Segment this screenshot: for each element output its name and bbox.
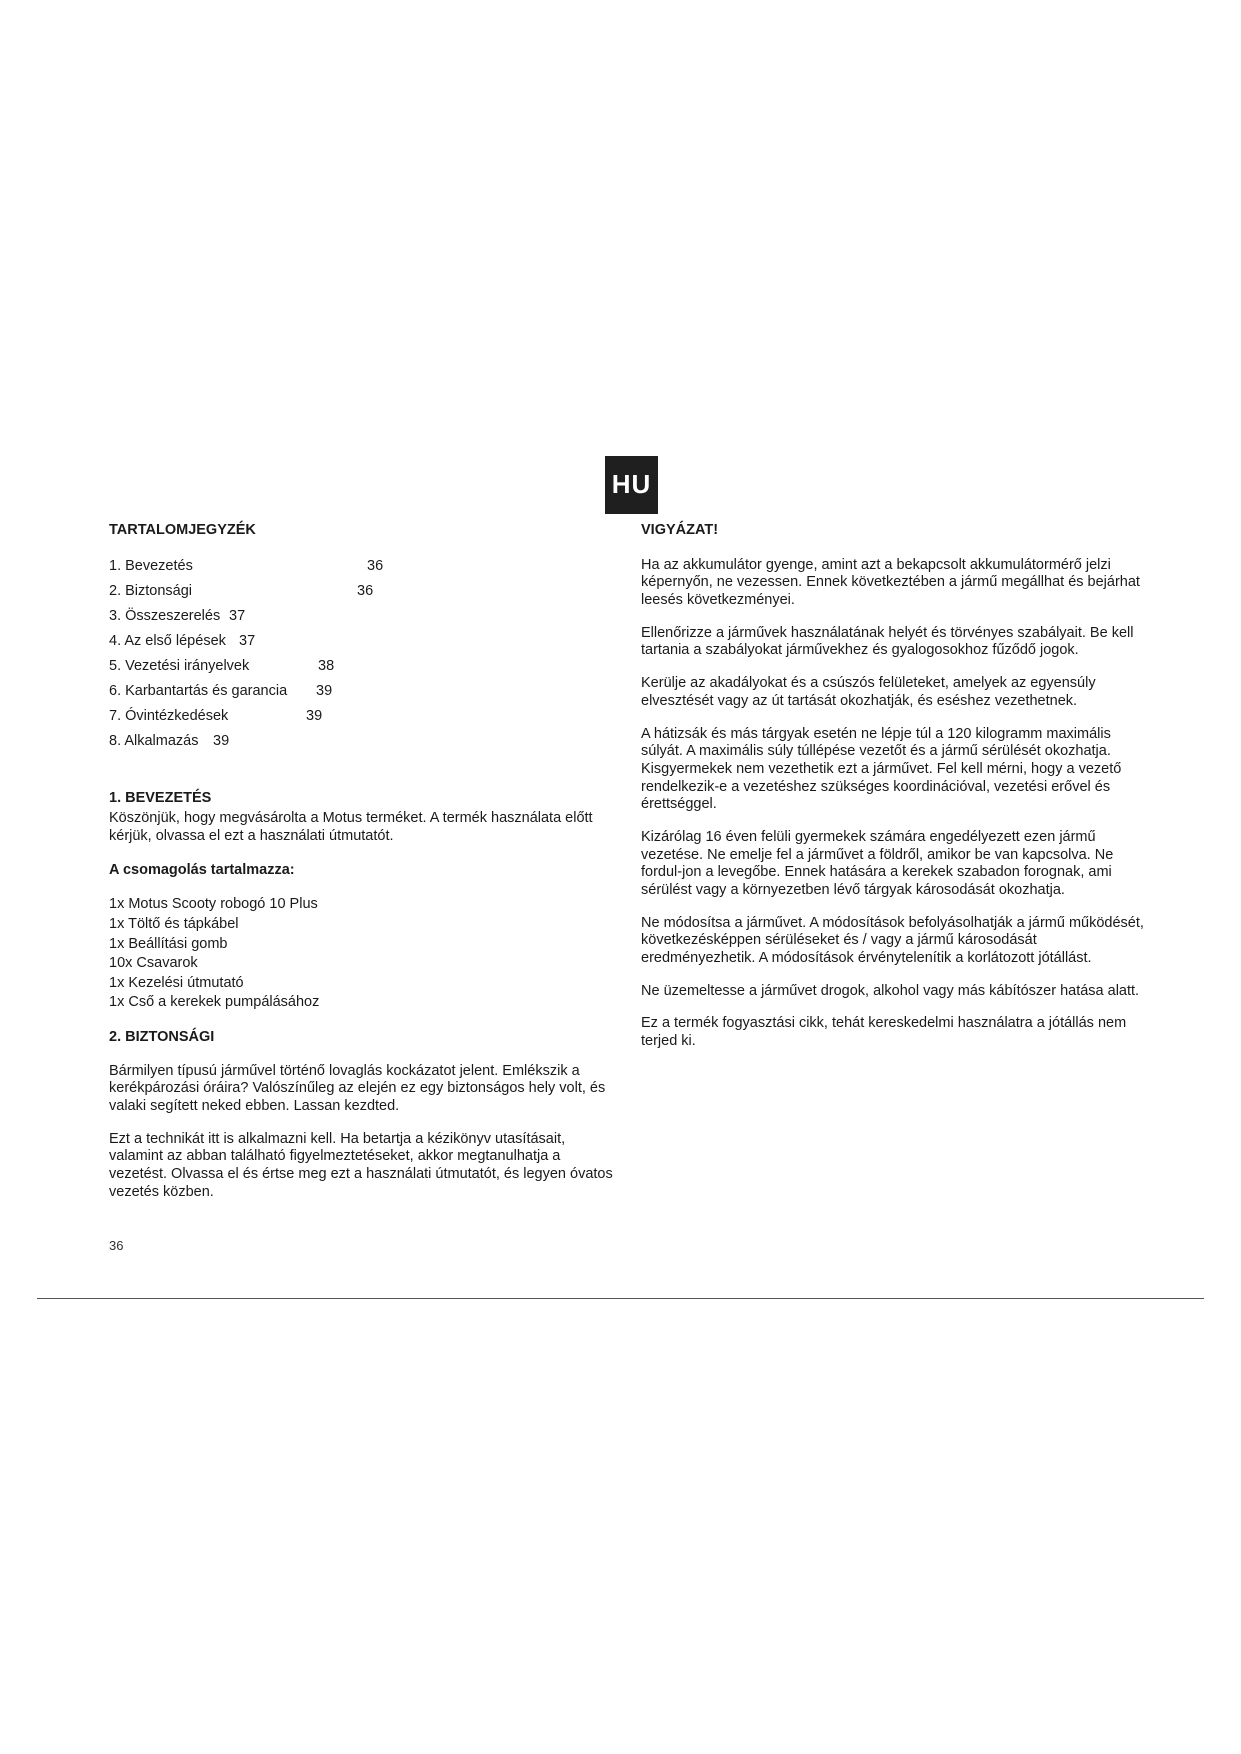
package-list xyxy=(109,895,619,1013)
toc-item-page: 36 xyxy=(357,582,374,599)
safety-paragraph: Bármilyen típusú járművel történő lovaglás kockázatot jelent. Emlékszik a kerékpározási óráira? Valószínűleg az elején ez egy biztonságos hely volt, és valaki segített neked ebben. Lassan kezdted. xyxy=(109,1062,606,1115)
toc-item xyxy=(109,706,619,731)
toc-title: TARTALOMJEGYZÉK xyxy=(109,522,256,538)
toc-item-page: 36 xyxy=(367,557,384,574)
warning-paragraph: Kizárólag 16 éven felüli gyermekek számára engedélyezett ezen jármű vezetése. Ne emelje fel a járművet a földről, amikor be van kapcsolva. Ne fordul-jon a levegőbe. Ennek hatására a kerekek szabadon forognak, ami sérülést vagy a környezetben lévő tárgyak károsodását okozhatja. xyxy=(641,828,1114,898)
warning-paragraph: Ha az akkumulátor gyenge, amint azt a bekapcsolt akkumulátormérő jelzi képernyőn, ne vezessen. Ennek következtében a jármű megállhat és bejárhat leesés következményei. xyxy=(641,556,1140,609)
safety-heading: 2. BIZTONSÁGI xyxy=(109,1029,215,1045)
warning-paragraph: Ne módosítsa a járművet. A módosítások befolyásolhatják a jármű működését, következésképpen sérüléseket és / vagy a jármű károsodását eredményezhetik. A módosítások érvénytelenítik a korlátozott jótállást. xyxy=(641,914,1144,967)
toc-item xyxy=(109,606,619,631)
toc-item-page: 39 xyxy=(306,707,323,724)
toc-item-label: 1. Bevezetés xyxy=(109,557,193,574)
toc-item-page: 39 xyxy=(213,732,230,749)
warning-heading: VIGYÁZAT! xyxy=(641,522,719,538)
toc-item xyxy=(109,631,619,656)
page-number: 36 xyxy=(109,1238,124,1253)
toc-item-label: 6. Karbantartás és garancia xyxy=(109,682,288,699)
language-badge: HU xyxy=(605,456,658,514)
left-column xyxy=(109,522,619,1202)
package-item: 1x Beállítási gomb xyxy=(109,935,228,952)
toc-item-label: 4. Az első lépések xyxy=(109,632,226,649)
toc-item xyxy=(109,681,619,706)
intro-text: Köszönjük, hogy megvásárolta a Motus terméket. A termék használata előtt kérjük, olvassa el ezt a használati útmutatót. xyxy=(109,810,593,845)
warning-paragraph: Kerülje az akadályokat és a csúszós felületeket, amelyek az egyensúly elvesztését vagy az út tartását okozhatják, és eséshez vezethetnek. xyxy=(641,675,1096,709)
intro-heading: 1. BEVEZETÉS xyxy=(109,789,212,806)
package-item: 1x Töltő és tápkábel xyxy=(109,916,239,933)
warning-paragraph: A hátizsák és más tárgyak esetén ne lépje túl a 120 kilogramm maximális súlyát. A maximális súly túllépése vezetőt és a jármű sérülését okozhatja. Kisgyermekek nem vezethetik ezt a járművet. Fel kell mérni, hogy a vezető rendelkezik-e a vezetéshez szükséges koordinációval, vezetési erővel és érettséggel. xyxy=(641,725,1122,813)
package-item: 1x Cső a kerekek pumpálásához xyxy=(109,994,320,1011)
toc-item-page: 39 xyxy=(316,682,333,699)
toc-item-label: 3. Összeszerelés xyxy=(109,607,221,624)
toc-item xyxy=(109,581,619,606)
toc-item-page: 38 xyxy=(318,657,335,674)
toc-item-label: 2. Biztonsági xyxy=(109,582,193,599)
toc-item xyxy=(109,731,619,756)
package-item: 1x Kezelési útmutató xyxy=(109,974,244,991)
toc-item xyxy=(109,656,619,681)
toc-item-label: 8. Alkalmazás xyxy=(109,732,199,749)
toc-item-label: 7. Óvintézkedések xyxy=(109,707,229,724)
toc-item xyxy=(109,556,619,581)
bottom-divider xyxy=(37,1298,1204,1299)
safety-paragraph: Ezt a technikát itt is alkalmazni kell. Ha betartja a kézikönyv utasításait, valamint az abban található figyelmeztetéseket, akkor megtanulhatja a vezetést. Olvassa el és értse meg ezt a használati útmutatót, és legyen óvatos vezetés közben. xyxy=(109,1130,613,1200)
toc-item-page: 37 xyxy=(229,607,246,624)
toc-item-label: 5. Vezetési irányelvek xyxy=(109,657,250,674)
warning-paragraph: Ellenőrizze a járművek használatának helyét és törvényes szabályait. Be kell tartania a szabályokat járművekhez és gyalogosokhoz fűződő jogok. xyxy=(641,624,1134,659)
warning-paragraph: Ne üzemeltesse a járművet drogok, alkohol vagy más kábítószer hatása alatt. xyxy=(641,982,1140,999)
toc-item-page: 37 xyxy=(239,632,256,649)
right-column xyxy=(641,522,1151,1051)
package-item: 10x Csavarok xyxy=(109,955,198,972)
table-of-contents xyxy=(109,556,619,756)
warning-paragraph: Ez a termék fogyasztási cikk, tehát kereskedelmi használatra a jótállás nem terjed ki. xyxy=(641,1015,1127,1050)
package-item: 1x Motus Scooty robogó 10 Plus xyxy=(109,896,318,913)
package-heading: A csomagolás tartalmazza: xyxy=(109,861,295,878)
